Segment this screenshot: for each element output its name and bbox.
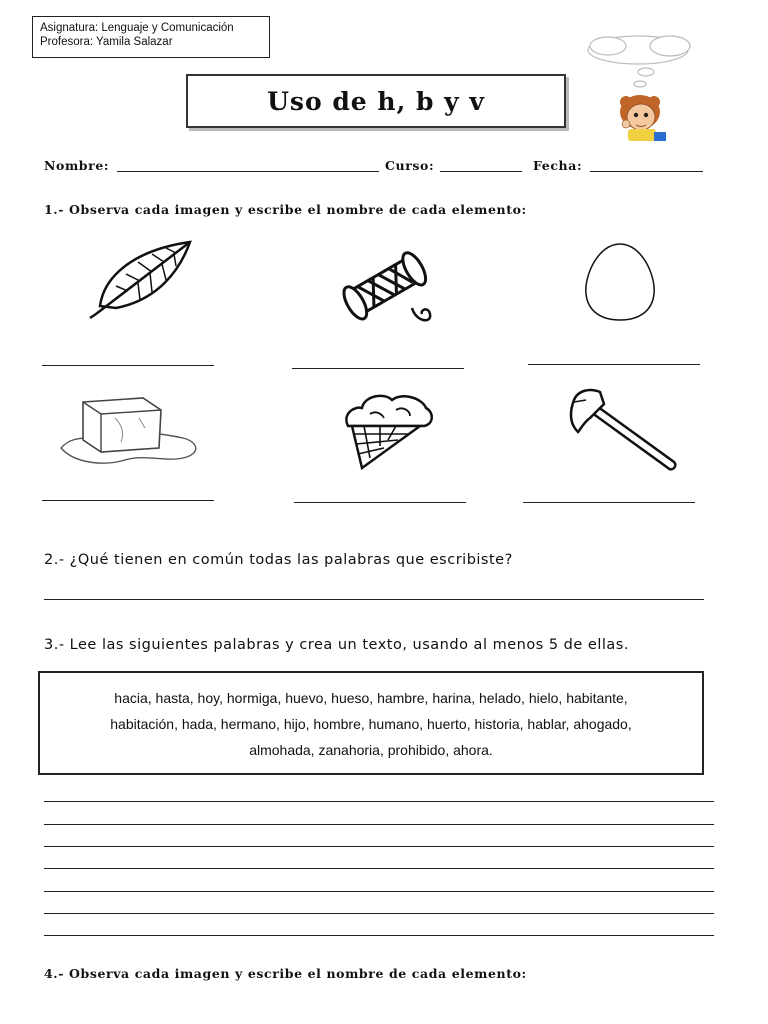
answer-line[interactable] — [294, 502, 466, 503]
curso-label: Curso: — [385, 158, 435, 173]
teacher-text: Profesora: Yamila Salazar — [40, 36, 173, 48]
page-title: Uso de h, b y v — [186, 74, 566, 128]
word-bank-line: hacia, hasta, hoy, hormiga, huevo, hueso, hambre, harina, helado, hielo, habitante, — [114, 690, 628, 706]
info-box — [32, 16, 270, 58]
writing-line[interactable] — [44, 801, 714, 802]
word-bank-line: habitación, hada, hermano, hijo, hombre, humano, huerto, historia, hablar, ahogado, — [110, 716, 632, 732]
writing-line[interactable] — [44, 846, 714, 847]
writing-line[interactable] — [44, 891, 714, 892]
answer-line[interactable] — [44, 599, 704, 600]
fecha-label: Fecha: — [533, 158, 583, 173]
egg-icon — [580, 240, 660, 322]
question-3: 3.- Lee las siguientes palabras y crea un texto, usando al menos 5 de ellas. — [44, 637, 629, 653]
fecha-field[interactable] — [590, 171, 703, 172]
ice-cube-icon — [55, 388, 205, 470]
leaf-icon — [88, 236, 194, 322]
word-bank-line: almohada, zanahoria, prohibido, ahora. — [249, 742, 493, 758]
thread-spool-icon — [330, 244, 442, 326]
ice-cream-icon — [340, 392, 436, 470]
answer-line[interactable] — [292, 368, 464, 369]
answer-line[interactable] — [42, 500, 214, 501]
word-bank — [38, 671, 704, 775]
axe-icon — [564, 388, 688, 474]
answer-line[interactable] — [528, 364, 700, 365]
curso-field[interactable] — [440, 171, 522, 172]
nombre-field[interactable] — [117, 171, 379, 172]
question-4: 4.- Observa cada imagen y escribe el nombre de cada elemento: — [44, 966, 527, 981]
writing-line[interactable] — [44, 913, 714, 914]
writing-line[interactable] — [44, 935, 714, 936]
question-1: 1.- Observa cada imagen y escribe el nombre de cada elemento: — [44, 202, 527, 217]
subject-text: Asignatura: Lenguaje y Comunicación — [40, 22, 234, 34]
writing-line[interactable] — [44, 868, 714, 869]
answer-line[interactable] — [42, 365, 214, 366]
thinking-boy-icon — [578, 32, 718, 142]
writing-line[interactable] — [44, 824, 714, 825]
nombre-label: Nombre: — [44, 158, 110, 173]
answer-line[interactable] — [523, 502, 695, 503]
question-2: 2.- ¿Qué tienen en común todas las palabras que escribiste? — [44, 552, 513, 568]
